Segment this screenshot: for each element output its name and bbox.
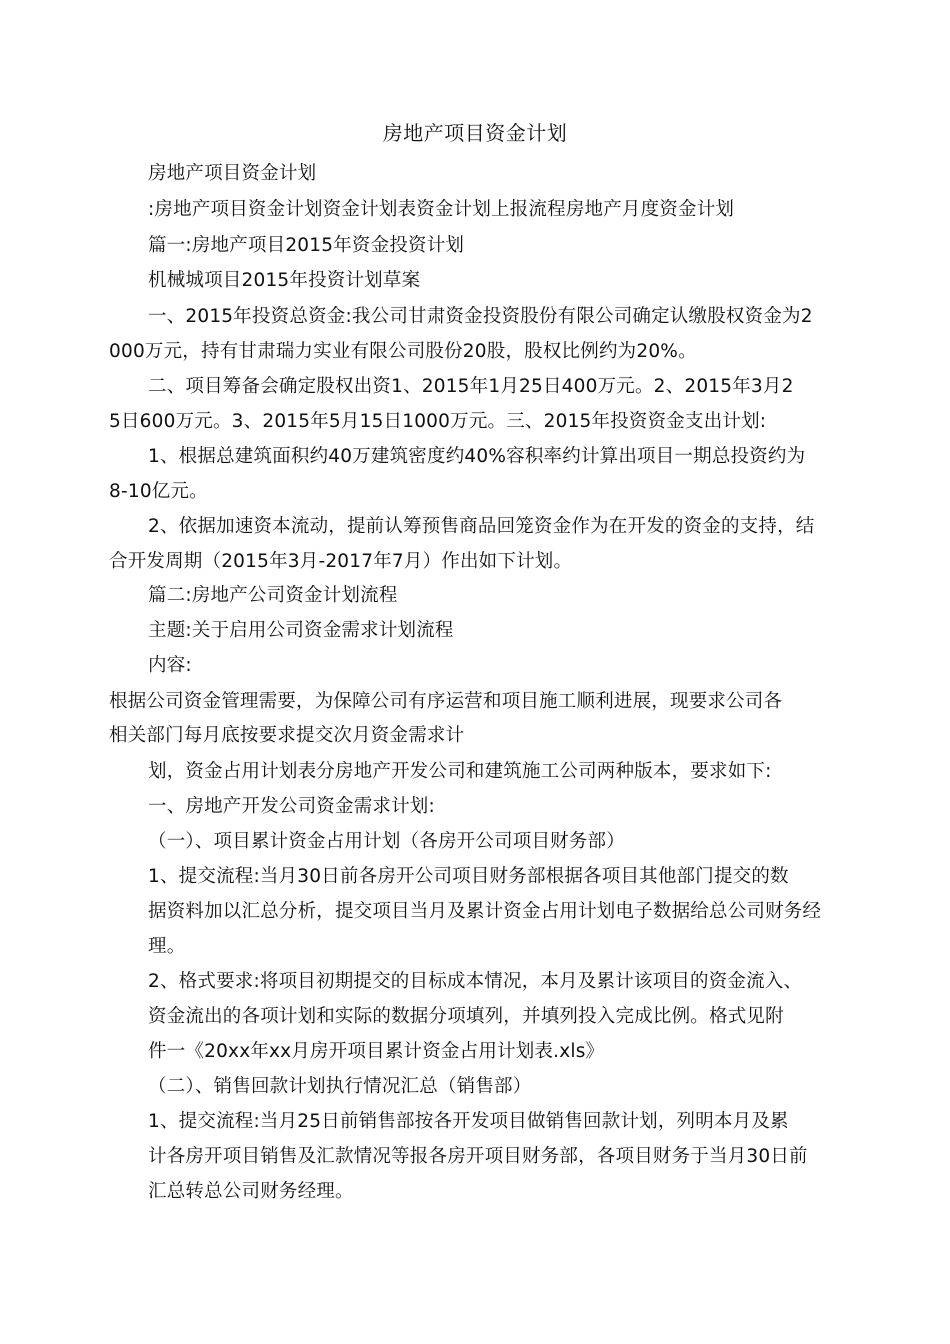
text-line-1: 房地产项目资金计划: [148, 163, 317, 184]
text-line-23: 理。: [148, 936, 186, 957]
text-line-5: 一、2015年投资总资金:我公司甘肃资金投资股份有限公司确定认缴股权资金为2: [148, 306, 813, 327]
document-title: 房地产项目资金计划: [382, 121, 568, 145]
text-line-9: 1、根据总建筑面积约40万建筑密度约40%容积率约计算出项目一期总投资约为: [148, 446, 806, 467]
text-line-7: 二、项目筹备会确定股权出资1、2015年1月25日400万元。2、2015年3月2: [148, 376, 794, 397]
text-line-8: 5日600万元。3、2015年5月15日1000万元。三、2015年投资资金支出计划:: [109, 411, 767, 432]
text-line-18: 划，资金占用计划表分房地产开发公司和建筑施工公司两种版本，要求如下:: [148, 761, 772, 782]
text-line-11: 2、依据加速资本流动，提前认筹预售商品回笼资金作为在开发的资金的支持，结: [148, 516, 815, 537]
text-line-13: 篇二:房地产公司资金计划流程: [148, 585, 398, 606]
text-line-15: 内容:: [148, 655, 192, 676]
text-line-19: 一、房地产开发公司资金需求计划:: [148, 796, 435, 817]
text-line-3: 篇一:房地产项目2015年资金投资计划: [148, 235, 465, 256]
text-line-12: 合开发周期（2015年3月-2017年7月）作出如下计划。: [109, 551, 573, 572]
text-line-22: 据资料加以汇总分析，提交项目当月及累计资金占用计划电子数据给总公司财务经: [148, 901, 822, 922]
text-line-25: 资金流出的各项计划和实际的数据分项填列，并填列投入完成比例。格式见附: [148, 1006, 784, 1027]
text-line-28: 1、提交流程:当月25日前销售部按各开发项目做销售回款计划，列明本月及累: [148, 1111, 789, 1132]
text-line-6: 000万元，持有甘肃瑞力实业有限公司股份20股，股权比例约为20%。: [109, 341, 697, 362]
text-line-29: 计各房开项目销售及汇款情况等报各房开项目财务部，各项目财务于当月30日前: [148, 1146, 808, 1167]
text-line-17: 相关部门每月底按要求提交次月资金需求计: [109, 725, 465, 746]
text-line-20: （一）、项目累计资金占用计划（各房开公司项目财务部）: [148, 831, 625, 852]
text-line-2: :房地产项目资金计划资金计划表资金计划上报流程房地产月度资金计划: [148, 199, 735, 220]
text-line-24: 2、格式要求:将项目初期提交的目标成本情况，本月及累计该项目的资金流入、: [148, 971, 803, 992]
text-line-26: 件一《20xx年xx月房开项目累计资金占用计划表.xls》: [148, 1041, 605, 1062]
text-line-10: 8-10亿元。: [109, 481, 208, 502]
text-line-21: 1、提交流程:当月30日前各房开公司项目财务部根据各项目其他部门提交的数: [148, 866, 789, 887]
text-line-16: 根据公司资金管理需要，为保障公司有序运营和项目施工顺利进展，现要求公司各: [109, 691, 783, 712]
text-line-4: 机械城项目2015年投资计划草案: [148, 270, 421, 291]
text-line-30: 汇总转总公司财务经理。: [148, 1181, 354, 1202]
text-line-27: （二）、销售回款计划执行情况汇总（销售部）: [148, 1076, 532, 1097]
text-line-14: 主题:关于启用公司资金需求计划流程: [148, 620, 454, 641]
